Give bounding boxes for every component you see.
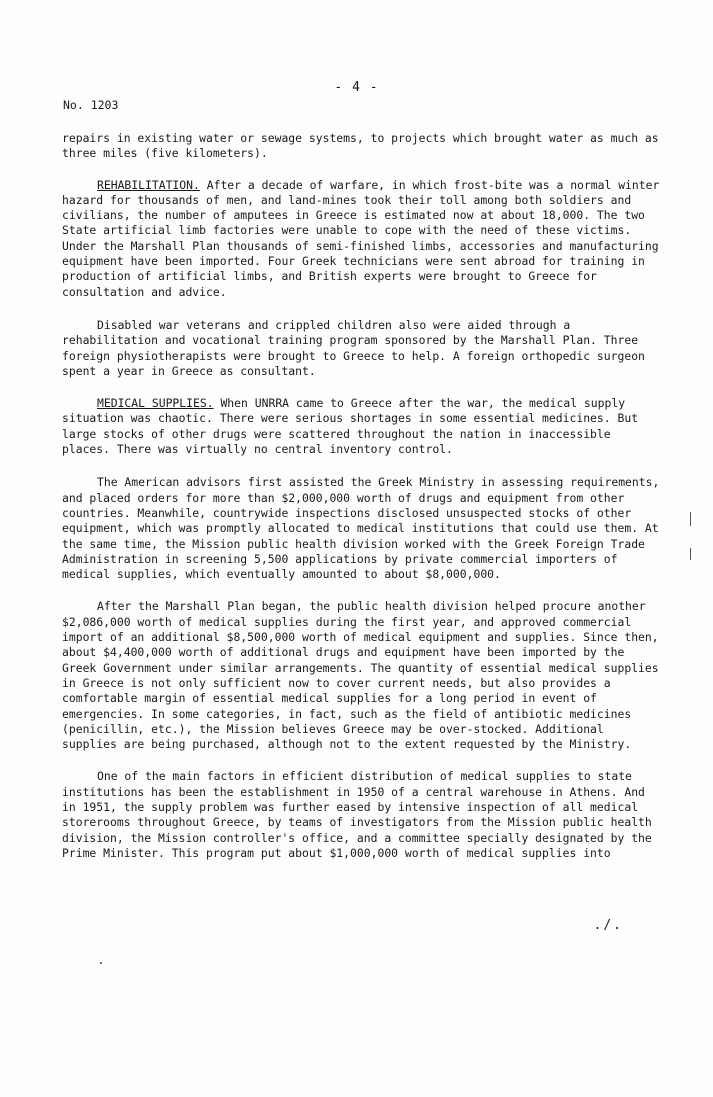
document-body [62,131,662,861]
paragraph-text: One of the main factors in efficient distribution of medical supplies to state institutions has been the establishment in 1950 of a central warehouse in Athens. And in 1951, the supply problem was further eased by intensive inspection of all medical storerooms throughout Greece, by teams of investigators from the Mission public health division, the Mission controller's office, and a committee specially designated by the Prime Minister. This program put about $1,000,000 worth of medical supplies into [62,769,652,860]
continuation-mark: ./. [593,918,623,933]
paragraph-distribution [62,769,662,861]
paragraph-disabled-veterans [62,318,662,379]
paragraph-text: After the Marshall Plan began, the public health division helped procure another $2,086,000 worth of medical supplies during the first year, and approved commercial import of an additional $8,500,000 worth of medical equipment and supplies. Since then, about $4,400,000 worth of additional drugs and equipment have been imported by the Greek Government under similar arrangements. The quantity of essential medical supplies in Greece is not only sufficient now to cover current needs, but also provides a comfortable margin of essential medical supplies for a long period in event of emergencies. In some categories, in fact, such as the field of antibiotic medicines (penicillin, etc.), the Mission believes Greece may be over-stocked. Additional supplies are being purchased, although not to the extent requested by the Ministry. [62,599,659,752]
paragraph-medical-supplies [62,396,662,457]
paragraph-marshall-plan [62,599,662,752]
paper-speck [100,962,102,964]
paragraph-water-projects [62,131,662,162]
section-heading-rehabilitation: REHABILITATION. [97,177,200,192]
paragraph-text: Disabled war veterans and crippled children also were aided through a rehabilitation and vocational training program sponsored by the Marshall Plan. Three foreign physiotherapists were brought to Greece to help. A foreign orthopedic surgeon spent a year in Greece as consultant. [62,317,645,378]
paragraph-text: The American advisors first assisted the Greek Ministry in assessing requirements, and placed orders for more than $2,000,000 worth of drugs and equipment from other countries. Meanwhile, countrywide inspections disclosed unsuspected stocks of other equipment, which was promptly allocated to medical institutions that could use them. At the same time, the Mission public health division worked with the Greek Foreign Trade Administration in screening 5,500 applications by private commercial importers of medical supplies, which eventually amounted to about $8,000,000. [62,475,660,582]
paragraph-text: When UNRRA came to Greece after the war, the medical supply situation was chaotic. There were serious shortages in some essential medicines. But large stocks of other drugs were scattered throughout the nation in inaccessible places. There was virtually no central inventory control. [62,396,639,457]
page-number: - 4 - [334,80,379,95]
paragraph-rehabilitation [62,178,662,300]
paragraph-text: repairs in existing water or sewage systems, to projects which brought water as much as three miles (five kilometers). [62,131,659,161]
section-heading-medical-supplies: MEDICAL SUPPLIES. [97,396,214,411]
document-number: No. 1203 [63,98,119,112]
margin-line-mark [690,512,691,526]
paragraph-american-advisors [62,475,662,582]
paragraph-text: After a decade of warfare, in which frost-bite was a normal winter hazard for thousands of men, and land-mines took their toll among both soldiers and civilians, the number of amputees in Greece is estimated now at about 18,000. The two State artificial limb factories were unable to cope with the need of these victims. Under the Marshall Plan thousands of semi-finished limbs, accessories and manufacturing equipment have been imported. Four Greek technicians were sent abroad for training in production of artificial limbs, and British experts were brought to Greece for consultation and advice. [62,177,660,299]
margin-line-mark [690,548,691,560]
